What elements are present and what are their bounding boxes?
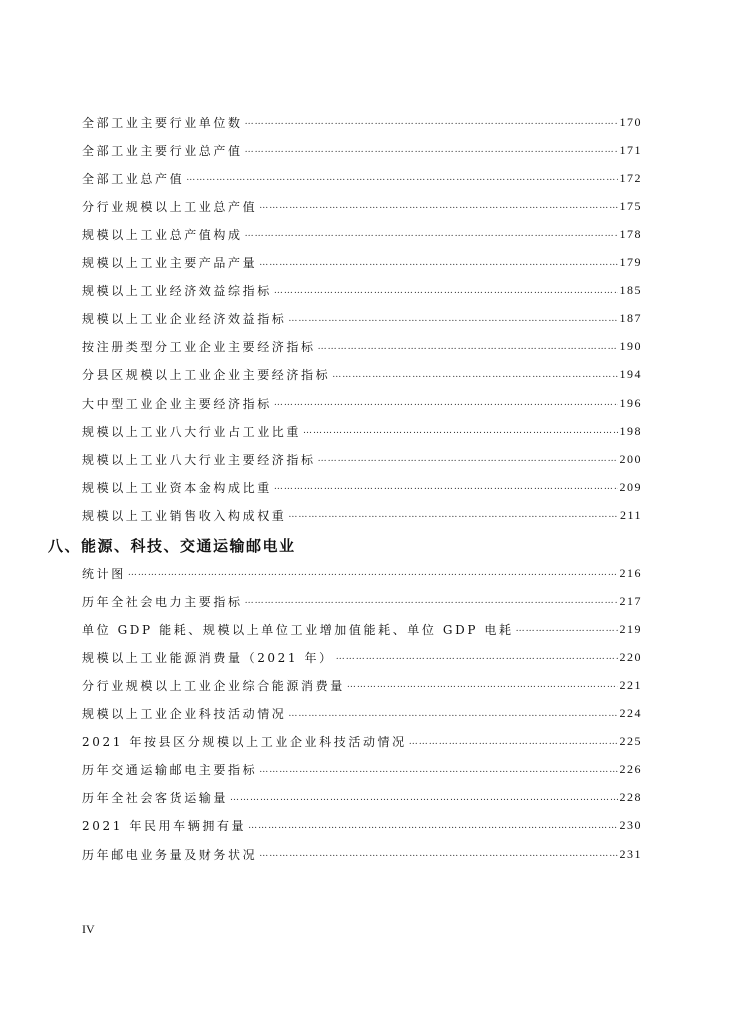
toc-entry[interactable] [82, 141, 642, 159]
toc-entry-page: 219 [619, 621, 642, 636]
toc-entry-page: 226 [619, 762, 642, 777]
dot-leader [274, 398, 618, 408]
dot-leader [245, 145, 618, 155]
section-heading: 八、能源、科技、交通运输邮电业 [48, 537, 296, 555]
toc-entry-title: 历年交通运输邮电主要指标 [82, 763, 258, 778]
toc-entry-page: 190 [619, 339, 642, 354]
toc-entry-page: 231 [619, 846, 642, 861]
toc-entry-title: 全部工业主要行业总产值 [82, 143, 243, 158]
toc-entry-page: 220 [619, 649, 642, 664]
toc-entry-page: 228 [619, 790, 642, 805]
dot-leader [230, 793, 617, 803]
toc-entry-title: 2021 年按县区分规模以上工业企业科技活动情况 [82, 735, 407, 750]
toc-entry-page: 196 [619, 395, 642, 410]
toc-entry[interactable] [82, 506, 642, 524]
toc-entry-title: 按注册类型分工业企业主要经济指标 [82, 340, 316, 355]
toc-entry-title: 规模以上工业企业经济效益指标 [82, 312, 287, 327]
dot-leader [336, 652, 618, 662]
toc-entry-page: 171 [619, 142, 642, 157]
toc-entry-page: 175 [619, 198, 642, 213]
toc-entry[interactable] [82, 620, 642, 638]
toc-entry[interactable] [82, 225, 642, 243]
toc-entry-page: 194 [619, 367, 642, 382]
dot-leader [347, 680, 618, 690]
toc-entry[interactable] [82, 113, 642, 131]
toc-entry-title: 单位 GDP 能耗、规模以上单位工业增加值能耗、单位 GDP 电耗 [82, 622, 514, 637]
toc-entry[interactable] [82, 648, 642, 666]
toc-entry-page: 185 [619, 283, 642, 298]
toc-entry-page: 172 [619, 170, 642, 185]
toc-entry[interactable] [82, 705, 642, 723]
toc-entry-title: 规模以上工业主要产品产量 [82, 256, 258, 270]
toc-entry[interactable] [82, 310, 642, 328]
toc-entry-title: 规模以上工业销售收入构成权重 [82, 508, 287, 523]
toc-entry-page: 225 [619, 734, 642, 749]
toc-entry-page: 216 [619, 565, 642, 580]
toc-entry-page: 221 [619, 677, 642, 692]
dot-leader [516, 624, 618, 634]
dot-leader [259, 201, 617, 211]
dot-leader [318, 342, 618, 352]
toc-entry-page: 209 [619, 479, 642, 494]
toc-entry[interactable] [82, 197, 642, 215]
toc-entry[interactable] [82, 789, 642, 807]
dot-leader [288, 709, 617, 719]
dot-leader [245, 596, 618, 606]
toc-entry-title: 统计图 [82, 566, 126, 581]
dot-leader [186, 173, 617, 183]
dot-leader [245, 117, 618, 127]
page-folio: IV [82, 922, 95, 936]
toc-entry[interactable] [82, 564, 642, 582]
toc-entry-page: 224 [619, 706, 642, 720]
dot-leader [318, 454, 618, 464]
toc-entry-title: 历年邮电业务量及财务状况 [82, 847, 258, 862]
toc-entry-title: 全部工业总产值 [82, 171, 185, 186]
toc-entry[interactable] [82, 338, 642, 356]
toc-entry-title: 全部工业主要行业单位数 [82, 115, 243, 130]
toc-entry-title: 分县区规模以上工业企业主要经济指标 [82, 368, 331, 383]
dot-leader [274, 286, 618, 296]
toc-entry-title: 大中型工业企业主要经济指标 [82, 396, 272, 411]
toc-entry-page: 230 [619, 818, 642, 833]
dot-leader [288, 510, 618, 520]
dot-leader [259, 849, 617, 859]
toc-entry-title: 历年全社会客货运输量 [82, 791, 229, 806]
toc-entry[interactable] [82, 845, 642, 863]
toc-entry-title: 规模以上工业企业科技活动情况 [82, 707, 287, 721]
toc-entry-page: 179 [619, 255, 642, 269]
toc-entry-title: 规模以上工业资本金构成比重 [82, 480, 272, 495]
toc-entry-title: 规模以上工业经济效益综指标 [82, 284, 272, 299]
toc-entry-page: 178 [619, 226, 642, 241]
toc-entry-title: 2021 年民用车辆拥有量 [82, 819, 247, 834]
toc-entry-title: 历年全社会电力主要指标 [82, 594, 243, 609]
dot-leader [248, 821, 617, 831]
toc-entry[interactable] [82, 422, 642, 440]
toc-entry[interactable] [82, 394, 642, 412]
toc-entry-page: 211 [619, 507, 642, 522]
toc-entry[interactable] [82, 169, 642, 187]
toc-entry-page: 200 [619, 451, 642, 466]
dot-leader [332, 370, 617, 380]
toc-entry[interactable] [82, 478, 642, 496]
toc-entry[interactable] [82, 450, 642, 468]
toc-entry-page: 187 [619, 311, 642, 326]
dot-leader [288, 314, 617, 324]
dot-leader [274, 482, 618, 492]
toc-entry-page: 217 [619, 593, 642, 608]
toc-entry[interactable] [82, 282, 642, 300]
dot-leader [259, 765, 617, 775]
toc-entry[interactable] [82, 817, 642, 835]
toc-entry-page: 198 [619, 423, 642, 438]
toc-entry-title: 规模以上工业八大行业占工业比重 [82, 424, 302, 439]
toc-entry-title: 分行业规模以上工业总产值 [82, 199, 258, 214]
toc-entry[interactable] [82, 254, 642, 272]
toc-entry-title: 规模以上工业能源消费量（2021 年） [82, 650, 334, 665]
dot-leader [303, 426, 617, 436]
toc-entry[interactable] [82, 733, 642, 751]
dot-leader [128, 568, 618, 578]
toc-entry-title: 规模以上工业总产值构成 [82, 227, 243, 242]
toc-entry[interactable] [82, 761, 642, 779]
dot-leader [259, 258, 617, 268]
dot-leader [245, 229, 618, 239]
dot-leader [409, 737, 618, 747]
toc-entry-title: 规模以上工业八大行业主要经济指标 [82, 452, 316, 467]
toc-entry-title: 分行业规模以上工业企业综合能源消费量 [82, 678, 345, 693]
toc-entry[interactable] [82, 366, 642, 384]
toc-entry-page: 170 [619, 114, 642, 129]
toc-entry[interactable] [82, 676, 642, 694]
toc-entry[interactable] [82, 592, 642, 610]
